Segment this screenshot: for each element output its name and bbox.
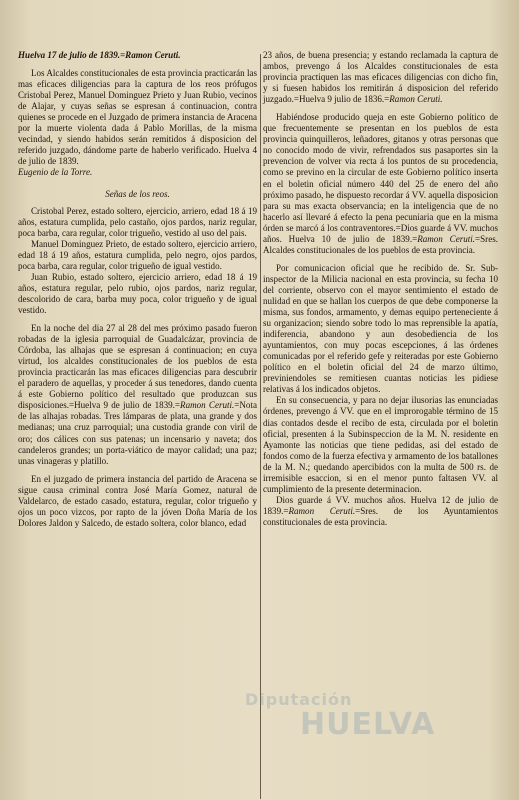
signature: Ramon Ceruti. xyxy=(288,505,356,516)
right-column xyxy=(263,50,498,528)
description-cristobal: Cristobal Perez, estado soltero, ejercicio, arriero, edad 18 á 19 años, estatura cumplida, pelo castaño, ojos pardos, nariz regular, poca barba, cara regular, color trigueño, vestido al uso del pais. xyxy=(18,205,257,238)
description-juan: Juan Rubio, estado soltero, ejercicio arriero, edad 18 á 19 años, estatura regular, pelo rubio, ojos pardos, nariz regular, descolorido de cara, barba muy poca, color trigueño y de igual vestido. xyxy=(18,271,257,315)
dateline: Huelva 17 de julio de 1839.=Ramon Ceruti. xyxy=(18,50,181,60)
signature: Ramon Ceruti. xyxy=(180,400,235,411)
signature: Ramon Ceruti. xyxy=(389,94,443,105)
notice-abduction-continued xyxy=(263,50,498,105)
note-stolen-items: =Nota de las alhajas robadas. Tres lámparas de plata, una grande y dos medianas; una cruz parroquial; una custodia grande con viril de oro; dos cálices con sus patenas; un incensario y naveta; dos candeleros grandes; un porta-viático de mayor calidad; una paz; unas vinageras y platillo. xyxy=(18,400,257,466)
notice-national-militia: Por comunicacion oficial que he recibido de. Sr. Sub-inspector de la Milicia nacional en esta provincia, su fecha 10 del corriente, observo con el mayor sentimiento el estado de nulidad en que se hallan los cuerpos de que debe componerse la misma, sus fondos, armamento, y demas equipo perteneciente á su organizacion; siendo sobre todo lo mas reprensible la apatía, indiferencia, abandono y aun desobediencia de los ayuntamientos, con muy pocas escepciones, á las órdenes comunicadas por el referido gefe y reiteradas por este Gobierno político en el boletin oficial del 24 de marzo último, previniendoles se remitiesen cuantas noticias les pidiese relativas á los indicados objetos. xyxy=(263,262,498,395)
notice-text: En la noche del dia 27 al 28 del mes próximo pasado fueron robadas de la iglesia parroquial de Guadalcázar, provincia de Córdoba, las alhajas que se espresan á continuacion; en cuya virtud, los alcaldes constitucionales de los pueblos de esta provincia practicarán las mas eficaces diligencias para descubrir el paradero de aquellas, y proceder á sus tenedores, dando cuenta á este Gobierno político del resultado que produzcan sus disposiciones.=Huelva 9 de julio de 1839.= xyxy=(18,323,257,411)
addressees: =Sres. Alcaldes constitucionales de los pueblos de esta provincia. xyxy=(263,233,498,255)
signature: Eugenio de la Torre. xyxy=(18,167,93,178)
closing-formula xyxy=(263,495,498,528)
description-manuel: Manuel Dominguez Prieto, de estado soltero, ejercicio arriero, edad 18 á 19 años, estatura cumplida, pelo negro, ojos pardos, poca barba, cara regular, color trigueño de igual vestido. xyxy=(18,238,257,271)
watermark-line-2: HUELVA xyxy=(300,707,436,742)
notice-church-robbery xyxy=(18,323,257,467)
notice-text: Habiéndose producido queja en este Gobierno político de que frecuentemente se presentan en los pueblos de esta provincia quinquilleros, leñadores, gitanos y otras personas que no conocido modo de vivir, refrendados sus pasaportes sin la prevencion de volver via recta á los puntos de su procedencia, como se previno en la circular de este Gobierno político inserta en el boletin oficial número 440 del 25 de enero del año próximo pasado, he dispuesto recordar á VV. aquella disposicion para su mas exacta observancia; en la inteligencia que de no hacerlo así llevaré á efecto la pena pecuniaria que en la misma órden se marcó á los contraventores.=Dios guarde á VV. muchos años. Huelva 10 de julio de 1839.= xyxy=(263,112,498,244)
section-heading: Señas de los reos. xyxy=(105,188,170,199)
left-column xyxy=(18,50,257,529)
addressees: =Sres. de los Ayuntamientos constitucionales de esta provincia. xyxy=(263,505,499,527)
watermark-line-1: Diputación xyxy=(245,690,353,709)
notice-abduction-case: En el juzgado de primera instancia del partido de Aracena se sigue causa criminal contra José María Gomez, natural de Valdelarco, de estado casado, estatura, regular, color trigueño y ojos un poco vizcos, por rapto de la jóven Doña María de los Dolores Jaldon y Salcedo, de estado soltera, color blanco, edad xyxy=(18,473,257,528)
notice-fugitives: Los Alcaldes constitucionales de esta provincia practicarán las mas eficaces diligencias para la captura de los reos prófugos Cristobal Perez, Manuel Dominguez Prieto y Juan Rubio, vecinos de Alajar, y cuyas señas se espresan á continuacion, contra quienes se procede en el Juzgado de primera instancia de Aracena por la muerte violenta dada á Pablo Morillas, de la misma vecindad, y siendo habidos serán remitidos á disposicion del referido juzgado, dándome parte de haberlo verificado. Huelva 4 de julio de 1839. xyxy=(18,68,257,167)
signature: Ramon Ceruti. xyxy=(417,233,476,244)
notice-militia-order: En su consecuencia, y para no dejar ilusorias las enunciadas órdenes, prevengo á VV. que en el improrogable término de 15 dias contados desde el recibo de esta, circulada por el boletin oficial, presenten á la Subinspeccion de la M. N. residente en Ayamonte las noticias que tiene pedidas, asi del estado de fondos como de la fuerza efectiva y armamento de los batallones de la M. N.; quedando apercibidos con la multa de 500 rs. de irremisible esaccion, si en el menor punto faltasen VV. al cumplimiento de la presente determinacion. xyxy=(263,395,498,494)
notice-passports xyxy=(263,112,498,256)
notice-text: Dios guarde á VV. muchos años. Huelva 12 de julio de 1839.= xyxy=(263,494,498,516)
column-divider xyxy=(260,54,261,799)
notice-text: 23 años, de buena presencia; y estando reclamada la captura de ambos, prevengo á los Alcaldes constitucionales de esta provincia practiquen las mas eficaces diligencias con dicho fin, y si fuesen habidos los remitirán á disposicion del referido juzgado.=Huelva 9 julio de 1836.= xyxy=(263,50,498,105)
